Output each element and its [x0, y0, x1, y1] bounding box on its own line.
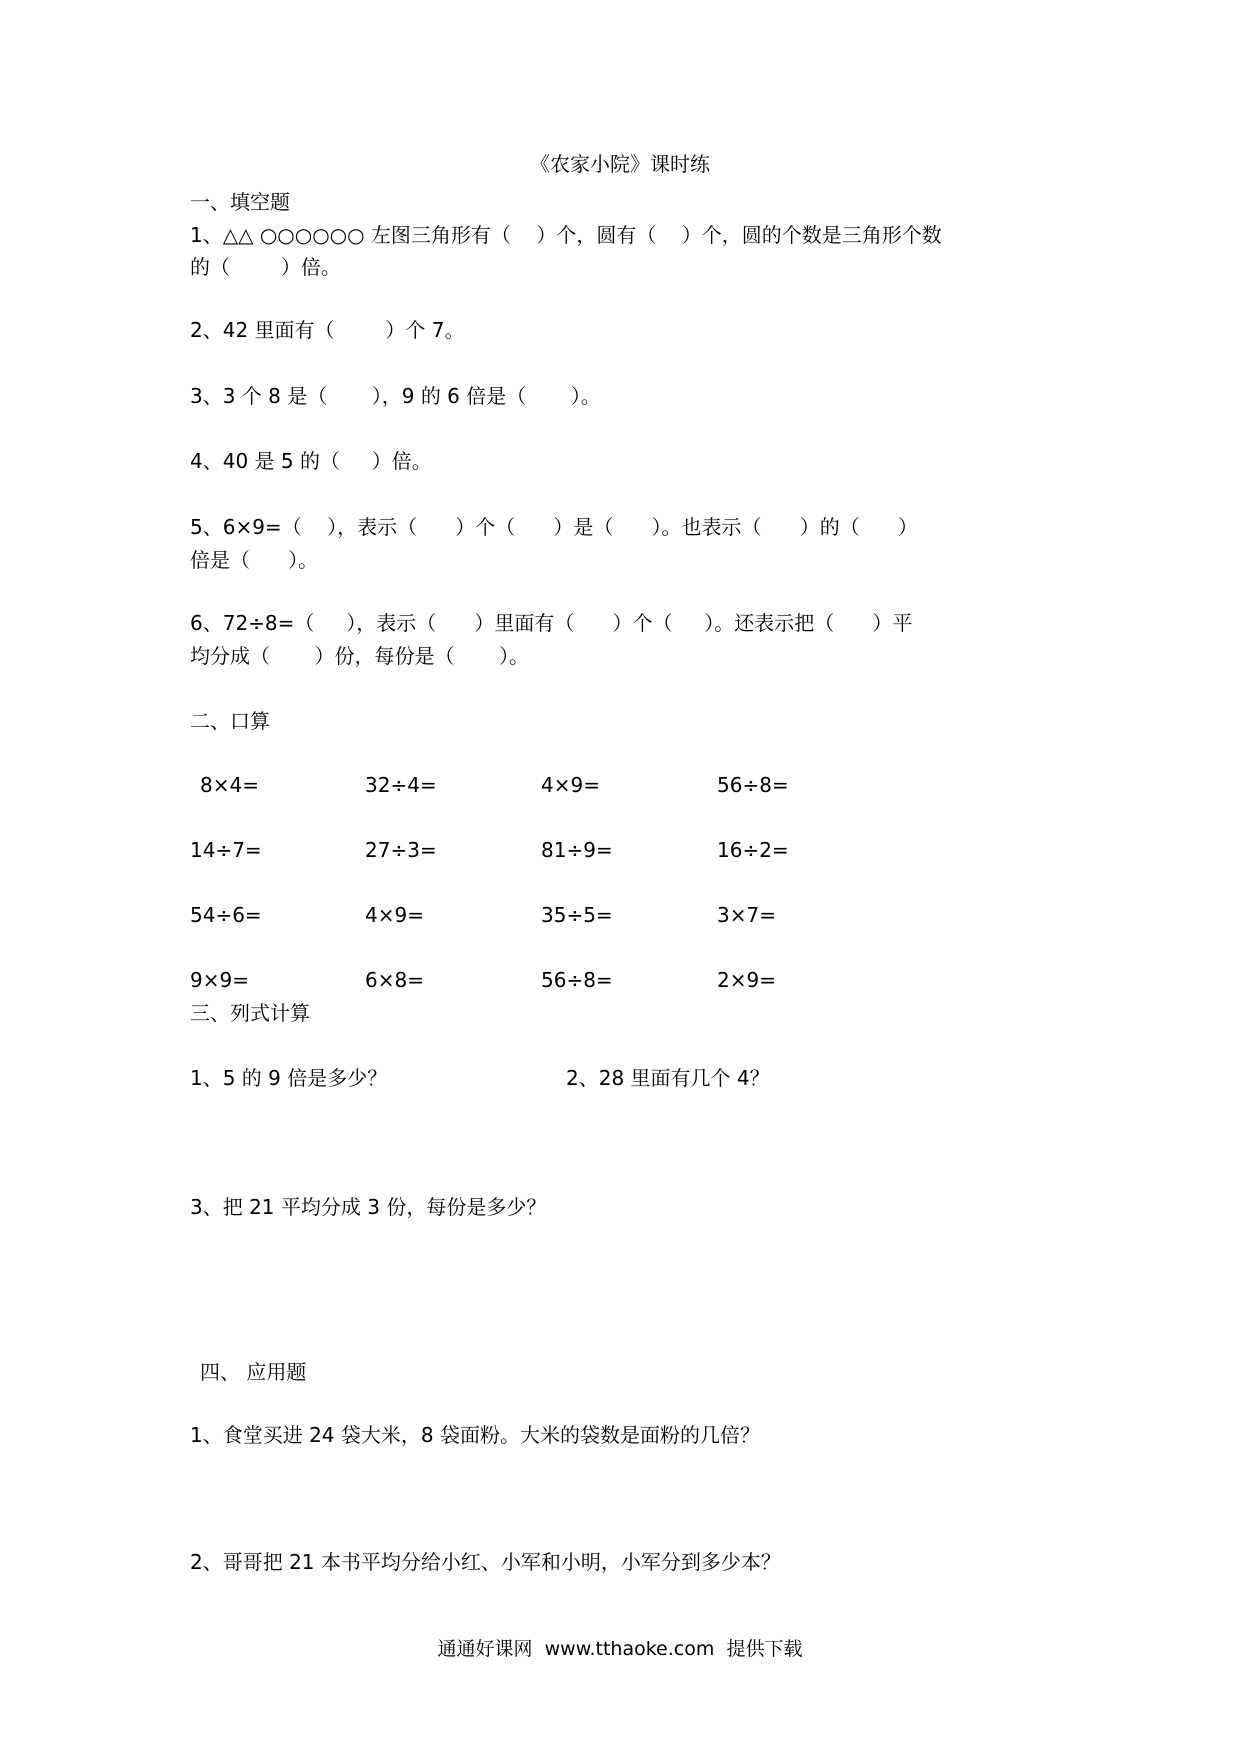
word-problem-2: 2、哥哥把 21 本书平均分给小红、小军和小明，小军分到多少本？ — [190, 1550, 781, 1574]
question-1-line-1: 1、△△ ○○○○○○ 左图三角形有（ ）个，圆有（ ）个，圆的个数是三角形个数 — [190, 223, 942, 247]
question-3: 3、3 个 8 是（ ），9 的 6 倍是（ ）。 — [190, 384, 601, 408]
page-title: 《农家小院》课时练 — [530, 152, 710, 176]
question-4: 4、40 是 5 的（ ）倍。 — [190, 449, 432, 473]
mental-math-item: 81÷9= — [541, 838, 613, 862]
mental-math-item: 35÷5= — [541, 903, 613, 927]
question-6-line-1: 6、72÷8=（ ），表示（ ）里面有（ ）个（ ）。还表示把（ ）平 — [190, 611, 913, 635]
section-heading-fill-in: 一、填空题 — [190, 190, 290, 214]
mental-math-item: 4×9= — [365, 903, 424, 927]
mental-math-item: 9×9= — [190, 968, 249, 992]
mental-math-item: 56÷8= — [717, 773, 789, 797]
question-1-line-2: 的（ ）倍。 — [190, 255, 341, 279]
calculation-question-1: 1、5 的 9 倍是多少？ — [190, 1066, 388, 1090]
page-footer: 通通好课网 www.tthaoke.com 提供下载 — [437, 1638, 803, 1660]
mental-math-item: 3×7= — [717, 903, 776, 927]
mental-math-item: 32÷4= — [365, 773, 437, 797]
mental-math-item: 16÷2= — [717, 838, 789, 862]
calculation-question-2: 2、28 里面有几个 4？ — [566, 1066, 770, 1090]
mental-math-item: 54÷6= — [190, 903, 262, 927]
question-6-line-2: 均分成（ ）份，每份是（ ）。 — [190, 644, 530, 668]
mental-math-item: 27÷3= — [365, 838, 437, 862]
mental-math-item: 14÷7= — [190, 838, 262, 862]
word-problem-1: 1、食堂买进 24 袋大米，8 袋面粉。大米的袋数是面粉的几倍？ — [190, 1423, 760, 1447]
mental-math-item: 56÷8= — [541, 968, 613, 992]
section-heading-written-calculation: 三、列式计算 — [190, 1001, 310, 1025]
mental-math-item: 8×4= — [200, 773, 259, 797]
question-5-line-2: 倍是（ ）。 — [190, 548, 319, 572]
section-heading-mental-math: 二、口算 — [190, 709, 270, 733]
mental-math-item: 6×8= — [365, 968, 424, 992]
mental-math-item: 2×9= — [717, 968, 776, 992]
question-2: 2、42 里面有（ ）个 7。 — [190, 318, 465, 342]
section-heading-word-problems: 四、 应用题 — [200, 1360, 307, 1384]
calculation-question-3: 3、把 21 平均分成 3 份，每份是多少？ — [190, 1195, 547, 1219]
mental-math-item: 4×9= — [541, 773, 600, 797]
question-5-line-1: 5、6×9=（ ），表示（ ）个（ ）是（ ）。也表示（ ）的（ ） — [190, 515, 918, 539]
